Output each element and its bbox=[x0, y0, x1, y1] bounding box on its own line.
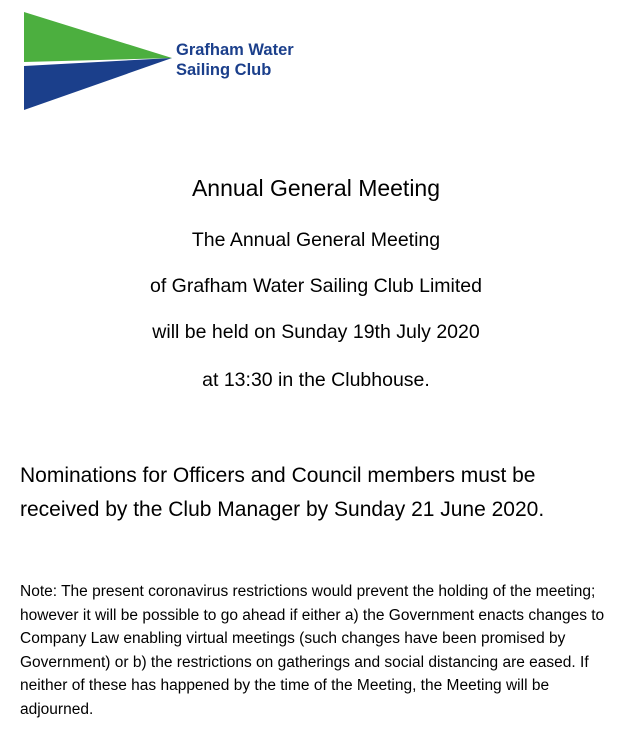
club-logo bbox=[24, 12, 314, 112]
logo-line-2: Sailing Club bbox=[176, 61, 272, 79]
club-logo-text bbox=[176, 40, 294, 80]
page-title: Annual General Meeting bbox=[191, 175, 441, 201]
sail-flag-icon bbox=[24, 12, 174, 112]
logo-line-1: Grafham Water bbox=[176, 41, 294, 59]
announcement-line: The Annual General Meeting bbox=[191, 229, 441, 251]
announcement-line: will be held on Sunday 19th July 2020 bbox=[152, 321, 480, 343]
coronavirus-note: Note: The present coronavirus restrictions would prevent the holding of the meeting; however it will be possible to go ahead if either a) the Government enacts changes to Company Law enabling virtual meetings (such changes have been promised by Government) or b) the restrictions on gatherings and social distancing are eased. If neither of these has happened by the time of the Meeting, the Meeting will be adjourned. bbox=[20, 583, 605, 718]
nominations-notice: Nominations for Officers and Council members must be received by the Club Manager by Sunday 21 June 2020. bbox=[20, 464, 545, 521]
announcement-line: at 13:30 in the Clubhouse. bbox=[202, 369, 430, 391]
announcement-line: of Grafham Water Sailing Club Limited bbox=[150, 275, 482, 297]
